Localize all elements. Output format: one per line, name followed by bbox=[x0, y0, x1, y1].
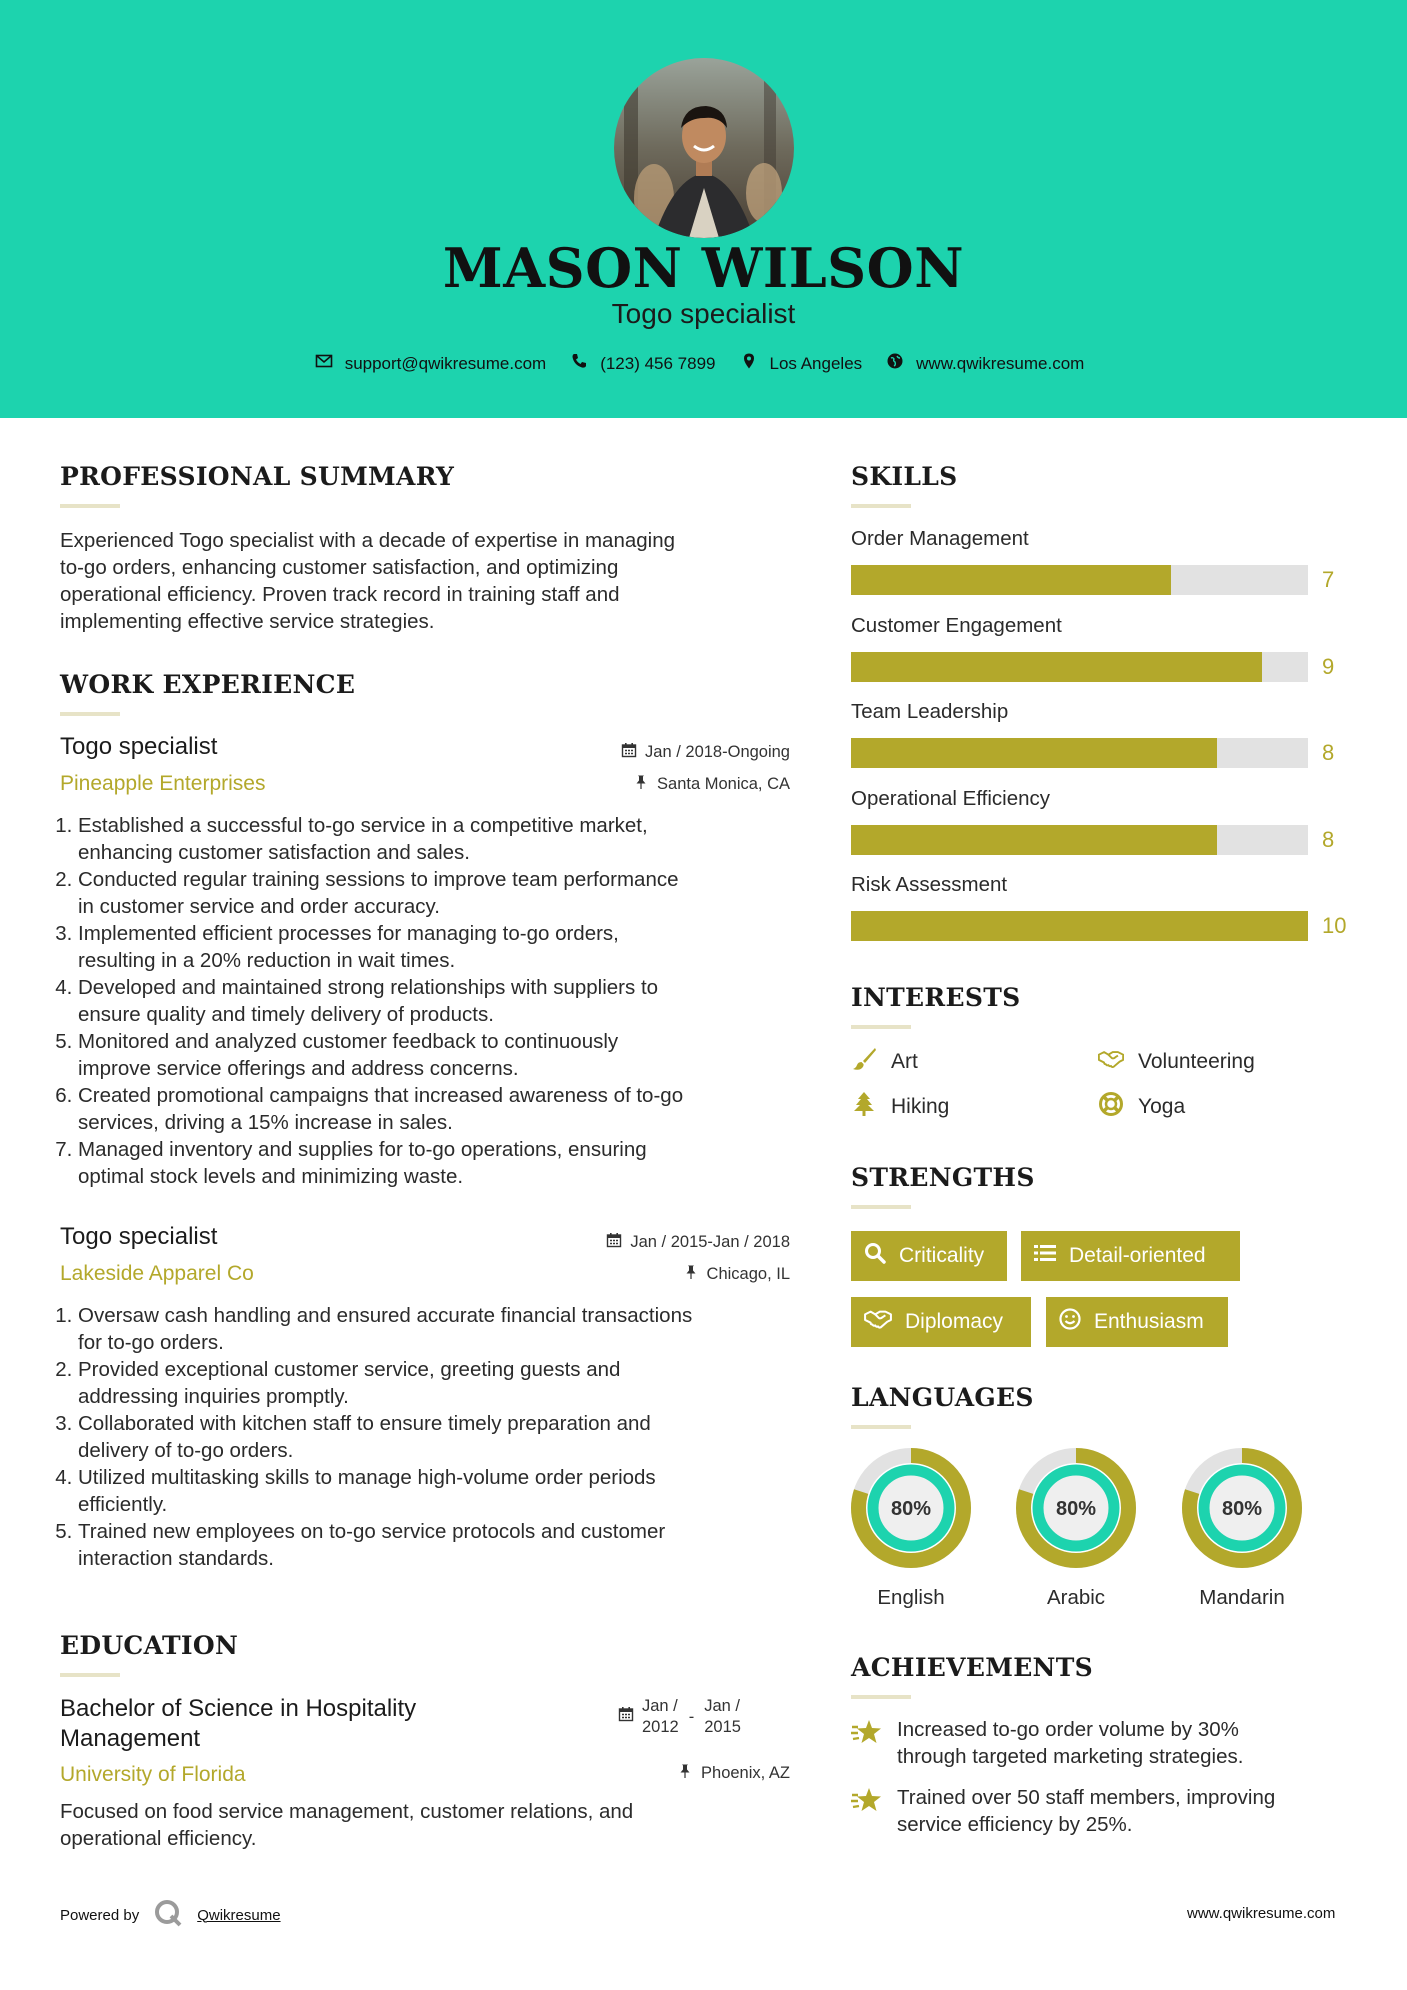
strength-chip: Enthusiasm bbox=[1046, 1297, 1228, 1347]
skills-rule bbox=[851, 504, 911, 508]
calendar-icon bbox=[621, 742, 637, 763]
pin-icon bbox=[633, 774, 649, 795]
job-bullets bbox=[60, 1302, 818, 1572]
list-item: 6. Created promotional campaigns that increased awareness of to-go services, driving a 15% increase in sales. bbox=[78, 1082, 818, 1136]
interest-item: Yoga bbox=[1098, 1091, 1185, 1123]
contact-phone[interactable]: (123) 456 7899 bbox=[600, 353, 716, 373]
company-name: Lakeside Apparel Co bbox=[60, 1262, 254, 1285]
pin-icon bbox=[683, 1264, 699, 1285]
list-item: 5. Trained new employees on to-go service protocols and customer interaction standards. bbox=[78, 1518, 818, 1572]
skill-label: Team Leadership bbox=[851, 700, 1009, 723]
calendar-icon bbox=[618, 1706, 634, 1738]
achievement-item: Increased to-go order volume by 30% through targeted marketing strategies. bbox=[851, 1716, 1351, 1770]
experience-rule bbox=[60, 712, 120, 716]
language-name: English bbox=[877, 1586, 945, 1609]
skill-bar-track bbox=[851, 738, 1308, 768]
list-icon bbox=[1033, 1241, 1057, 1271]
achievement-item: Trained over 50 staff members, improving service efficiency by 25%. bbox=[851, 1784, 1351, 1838]
skill-bar-fill bbox=[851, 565, 1171, 595]
school-name: University of Florida bbox=[60, 1763, 246, 1786]
summary-rule bbox=[60, 504, 120, 508]
handshake-icon bbox=[1098, 1046, 1124, 1078]
list-item: 2. Provided exceptional customer service, greeting guests and addressing inquiries promptly. bbox=[78, 1356, 818, 1410]
candidate-name: MASON WILSON bbox=[442, 236, 965, 300]
interest-item: Hiking bbox=[851, 1091, 949, 1123]
list-item: 3. Implemented efficient processes for managing to-go orders, resulting in a 20% reduction in wait times. bbox=[78, 920, 818, 974]
skill-bar-track bbox=[851, 565, 1308, 595]
strengths-heading: STRENGTHS bbox=[851, 1163, 1035, 1192]
skill-value: 9 bbox=[1322, 653, 1335, 679]
company-name: Pineapple Enterprises bbox=[60, 772, 266, 795]
candidate-title: Togo specialist bbox=[611, 298, 796, 329]
list-item: 4. Developed and maintained strong relationships with suppliers to ensure quality and timely delivery of products. bbox=[78, 974, 818, 1028]
phone-icon bbox=[570, 352, 588, 375]
skill-value: 7 bbox=[1322, 567, 1335, 592]
language-percent-label: 80% bbox=[1055, 1498, 1097, 1520]
tree-icon bbox=[851, 1091, 877, 1123]
skill-label: Customer Engagement bbox=[851, 613, 1062, 637]
education-dates: Jan / 2012 - Jan / 2015 bbox=[618, 1696, 741, 1738]
list-item: 4. Utilized multitasking skills to manage high-volume order periods efficiently. bbox=[78, 1464, 818, 1518]
contact-bar bbox=[0, 352, 1407, 375]
job-dates: Jan / 2015-Jan / 2018 bbox=[500, 1232, 790, 1253]
skill-bar-track bbox=[851, 825, 1308, 855]
pin-icon bbox=[677, 1763, 693, 1784]
summary-heading: PROFESSIONAL SUMMARY bbox=[60, 462, 455, 491]
footer-powered: Powered by Qwikresume bbox=[60, 1898, 281, 1932]
search-icon bbox=[863, 1241, 887, 1271]
language-ring bbox=[851, 1448, 971, 1568]
job-title: Togo specialist bbox=[60, 1223, 218, 1250]
language-name: Mandarin bbox=[1199, 1586, 1285, 1609]
job-dates: Jan / 2018-Ongoing bbox=[500, 742, 790, 763]
globe-icon bbox=[886, 352, 904, 375]
skill-label: Operational Efficiency bbox=[851, 786, 1051, 810]
skill-value: 8 bbox=[1322, 740, 1335, 765]
strengths-rule bbox=[851, 1205, 911, 1209]
list-item: 1. Oversaw cash handling and ensured accurate financial transactions for to-go orders. bbox=[78, 1302, 818, 1356]
job-location: Chicago, IL bbox=[500, 1264, 790, 1285]
contact-website[interactable]: www.qwikresume.com bbox=[916, 353, 1085, 373]
list-item: 2. Conducted regular training sessions to improve team performance in customer service and order accuracy. bbox=[78, 866, 818, 920]
experience-heading: WORK EXPERIENCE bbox=[60, 670, 356, 699]
avatar bbox=[614, 58, 794, 238]
interest-item: Art bbox=[851, 1046, 918, 1078]
skill-label: Risk Assessment bbox=[851, 873, 1008, 896]
contact-location: Los Angeles bbox=[769, 353, 863, 373]
skill-bar-track bbox=[851, 652, 1308, 682]
handshake-icon bbox=[863, 1307, 893, 1337]
star-icon bbox=[851, 1716, 883, 1770]
list-item: 5. Monitored and analyzed customer feedback to continuously improve service offerings and address concerns. bbox=[78, 1028, 818, 1082]
summary-text: Experienced Togo specialist with a decade of expertise in managing to-go orders, enhancing customer satisfaction, and optimizing operational efficiency. Proven track record in training staff and implementing effective service strategies. bbox=[60, 529, 675, 633]
education-rule bbox=[60, 1673, 120, 1677]
language-item bbox=[1182, 1448, 1302, 1610]
strength-chip: Diplomacy bbox=[851, 1297, 1031, 1347]
qwikresume-logo-icon bbox=[153, 1898, 183, 1932]
job-title: Togo specialist bbox=[60, 733, 218, 760]
skill-value: 8 bbox=[1322, 826, 1335, 852]
footer-brand-link[interactable]: Qwikresume bbox=[197, 1906, 281, 1924]
contact-email[interactable]: support@qwikresume.com bbox=[344, 353, 547, 373]
interest-item: Volunteering bbox=[1098, 1046, 1255, 1078]
achievements-heading: ACHIEVEMENTS bbox=[851, 1653, 1093, 1682]
star-icon bbox=[851, 1784, 883, 1838]
envelope-icon bbox=[315, 352, 333, 375]
footer-site[interactable]: www.qwikresume.com bbox=[1187, 1905, 1336, 1922]
strength-chip: Detail-oriented bbox=[1021, 1231, 1240, 1281]
interests-rule bbox=[851, 1025, 911, 1029]
language-percent-label: 80% bbox=[1221, 1498, 1263, 1520]
job-location: Santa Monica, CA bbox=[500, 774, 790, 795]
achievements-rule bbox=[851, 1695, 911, 1699]
skills-heading: SKILLS bbox=[851, 462, 958, 491]
list-item: 1. Established a successful to-go service in a competitive market, enhancing customer satisfaction and sales. bbox=[78, 812, 818, 866]
skill-bar-fill bbox=[851, 911, 1308, 941]
language-item bbox=[1016, 1448, 1136, 1610]
languages-heading: LANGUAGES bbox=[851, 1383, 1034, 1412]
calendar-icon bbox=[606, 1232, 622, 1253]
job-bullets bbox=[60, 812, 818, 1190]
language-item bbox=[851, 1448, 971, 1610]
skill-label: Order Management bbox=[851, 527, 1029, 550]
paintbrush-icon bbox=[851, 1046, 877, 1078]
list-item: 7. Managed inventory and supplies for to-go operations, ensuring optimal stock levels and minimizing waste. bbox=[78, 1136, 818, 1190]
skill-bar-track bbox=[851, 911, 1308, 941]
language-ring bbox=[1182, 1448, 1302, 1568]
languages-rule bbox=[851, 1425, 911, 1429]
map-marker-icon bbox=[740, 352, 758, 375]
language-ring bbox=[1016, 1448, 1136, 1568]
skill-bar-fill bbox=[851, 652, 1262, 682]
degree-title: Bachelor of Science in Hospitality Management bbox=[60, 1695, 417, 1752]
skill-value: 10 bbox=[1322, 913, 1347, 938]
education-location: Phoenix, AZ bbox=[500, 1763, 790, 1784]
education-heading: EDUCATION bbox=[60, 1631, 239, 1660]
header-banner bbox=[0, 0, 1407, 418]
education-description: Focused on food service management, customer relations, and operational efficiency. bbox=[60, 1800, 634, 1850]
interests-heading: INTERESTS bbox=[851, 983, 1021, 1012]
smile-icon bbox=[1058, 1307, 1082, 1337]
list-item: 3. Collaborated with kitchen staff to ensure timely preparation and delivery of to-go orders. bbox=[78, 1410, 818, 1464]
strength-chip: Criticality bbox=[851, 1231, 1007, 1281]
language-name: Arabic bbox=[1046, 1586, 1106, 1609]
skill-bar-fill bbox=[851, 738, 1217, 768]
skill-bar-fill bbox=[851, 825, 1217, 855]
lifering-icon bbox=[1098, 1091, 1124, 1123]
language-percent-label: 80% bbox=[890, 1498, 932, 1520]
